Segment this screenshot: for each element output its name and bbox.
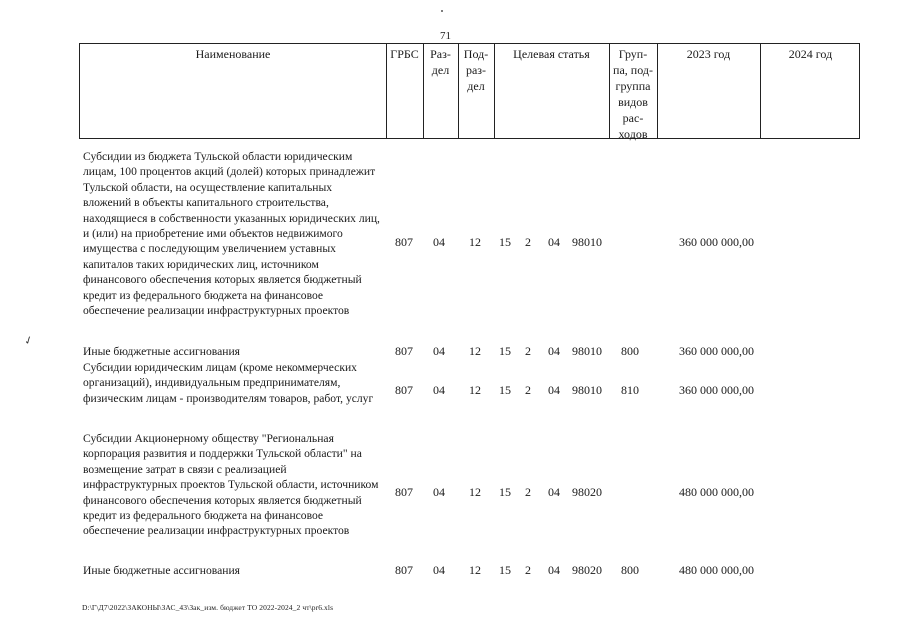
cell-grbs: 807 bbox=[395, 563, 413, 577]
cell-2023: 480 000 000,00 bbox=[679, 563, 754, 577]
cell-target-3: 04 bbox=[548, 383, 560, 397]
cell-razdel: 04 bbox=[433, 563, 445, 577]
table-header bbox=[79, 43, 860, 139]
cell-razdel: 04 bbox=[433, 235, 445, 249]
cell-target-1: 15 bbox=[499, 485, 511, 499]
cell-target-4: 98010 bbox=[572, 235, 602, 249]
cell-target-1: 15 bbox=[499, 344, 511, 358]
cell-target-3: 04 bbox=[548, 563, 560, 577]
cell-target-2: 2 bbox=[525, 563, 531, 577]
cell-grbs: 807 bbox=[395, 485, 413, 499]
header-year-2023: 2023 год bbox=[686, 47, 731, 61]
scan-dot bbox=[441, 10, 443, 12]
cell-grbs: 807 bbox=[395, 383, 413, 397]
cell-target-1: 15 bbox=[499, 563, 511, 577]
row-name: Иные бюджетные ассигнования bbox=[83, 345, 240, 358]
cell-razdel: 04 bbox=[433, 485, 445, 499]
cell-target-4: 98020 bbox=[572, 485, 602, 499]
cell-target-2: 2 bbox=[525, 235, 531, 249]
cell-podrazdel: 12 bbox=[469, 563, 481, 577]
cell-podrazdel: 12 bbox=[469, 235, 481, 249]
cell-group: 800 bbox=[621, 563, 639, 577]
cell-target-3: 04 bbox=[548, 485, 560, 499]
header-target: Целевая статья bbox=[513, 47, 590, 61]
page-number: 71 bbox=[440, 30, 451, 42]
cell-podrazdel: 12 bbox=[469, 485, 481, 499]
cell-grbs: 807 bbox=[395, 235, 413, 249]
cell-podrazdel: 12 bbox=[469, 344, 481, 358]
row-name: Субсидии Акционерному обществу "Региональная корпорация развития и поддержки Тульской области" на возмещение затрат в связи с реализацией инфраструктурных проектов Тульской области, источником финансового обеспечения которых является бюджетный кредит из федерального бюджета на финансовое обеспечение реализации инфраструктурных проектов bbox=[83, 432, 379, 538]
header-grbs: ГРБС bbox=[390, 47, 419, 61]
row-name: Субсидии из бюджета Тульской области юридическим лицам, 100 процентов акций (долей) которых принадлежит Тульской области, на осуществление капитальных вложений в объекты капитального строительства, находящиеся в собственности указанных юридических лиц, и (или) на приобретение ими объектов недвижимого имущества с последующим увеличением уставных капиталов таких юридических лиц, источником финансового обеспечения которых является бюджетный кредит из федерального бюджета на финансовое обеспечение реализации инфраструктурных проектов bbox=[83, 150, 380, 318]
cell-target-2: 2 bbox=[525, 344, 531, 358]
cell-target-1: 15 bbox=[499, 235, 511, 249]
cell-target-4: 98020 bbox=[572, 563, 602, 577]
row-name: Субсидии юридическим лицам (кроме некоммерческих организаций), индивидуальным предпринимателям, физическим лицам - производителям товаров, работ, услуг bbox=[83, 361, 374, 405]
cell-target-3: 04 bbox=[548, 344, 560, 358]
cell-target-2: 2 bbox=[525, 383, 531, 397]
cell-target-3: 04 bbox=[548, 235, 560, 249]
cell-target-4: 98010 bbox=[572, 344, 602, 358]
header-group: Груп- па, под- группа видов рас- ходов bbox=[613, 47, 653, 141]
cell-razdel: 04 bbox=[433, 344, 445, 358]
header-razdel: Раз- дел bbox=[430, 47, 451, 77]
header-year-2024: 2024 год bbox=[788, 47, 833, 61]
file-path-footer: D:\Г\Д7\2022\ЗАКОНЫ\ЗАС_43\Зак_изм. бюджет ТО 2022-2024_2 чт\pr6.xls bbox=[82, 603, 334, 612]
cell-target-1: 15 bbox=[499, 383, 511, 397]
header-name: Наименование bbox=[195, 47, 271, 61]
cell-2023: 360 000 000,00 bbox=[679, 344, 754, 358]
cell-razdel: 04 bbox=[433, 383, 445, 397]
cell-grbs: 807 bbox=[395, 344, 413, 358]
cell-podrazdel: 12 bbox=[469, 383, 481, 397]
cell-2023: 360 000 000,00 bbox=[679, 383, 754, 397]
pen-mark: ✓ bbox=[22, 333, 36, 349]
row-name: Иные бюджетные ассигнования bbox=[83, 564, 240, 577]
cell-group: 810 bbox=[621, 383, 639, 397]
cell-2023: 360 000 000,00 bbox=[679, 235, 754, 249]
cell-target-2: 2 bbox=[525, 485, 531, 499]
header-podrazdel: Под- раз- дел bbox=[463, 47, 489, 93]
cell-target-4: 98010 bbox=[572, 383, 602, 397]
cell-2023: 480 000 000,00 bbox=[679, 485, 754, 499]
cell-group: 800 bbox=[621, 344, 639, 358]
